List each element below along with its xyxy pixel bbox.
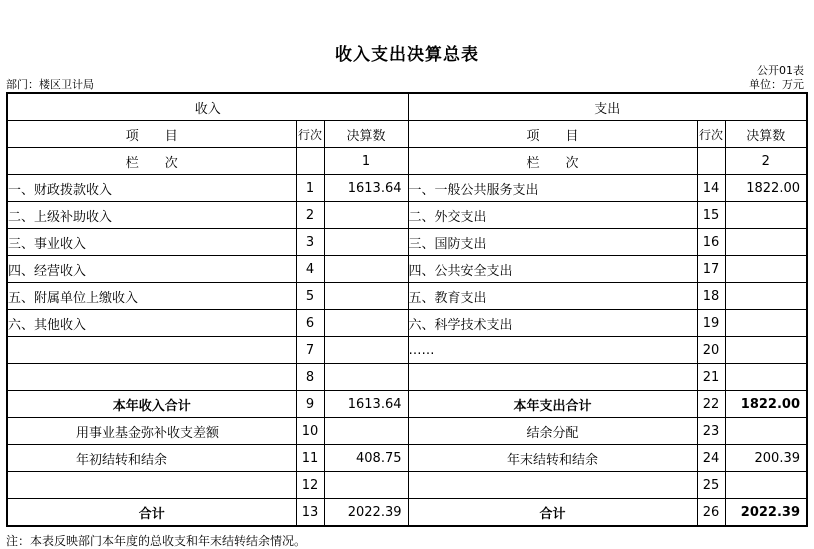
form-number: 公开01表 xyxy=(757,64,804,77)
table-row xyxy=(7,229,807,256)
income-amount xyxy=(324,283,408,310)
expense-section-header: 支出 xyxy=(408,93,807,121)
table-row xyxy=(7,256,807,283)
income-amount xyxy=(324,256,408,283)
expense-row-no: 15 xyxy=(697,202,725,229)
expense-amount xyxy=(725,337,807,364)
income-item xyxy=(7,364,296,391)
income-row-no: 1 xyxy=(296,175,324,202)
expense-amount-header: 决算数 xyxy=(725,121,807,148)
expense-item: 结余分配 xyxy=(408,418,697,445)
expense-item-header: 项 目 xyxy=(408,121,697,148)
expense-item: …… xyxy=(408,337,697,364)
table-row xyxy=(7,337,807,364)
expense-lanci-label: 栏 次 xyxy=(408,148,697,175)
income-item: 年初结转和结余 xyxy=(7,445,296,472)
income-row-no: 12 xyxy=(296,472,324,499)
expense-row-no: 25 xyxy=(697,472,725,499)
income-row-no: 8 xyxy=(296,364,324,391)
budget-summary-table xyxy=(6,92,808,527)
table-row xyxy=(7,310,807,337)
expense-row-no: 24 xyxy=(697,445,725,472)
fund-row xyxy=(7,418,807,445)
expense-amount xyxy=(725,364,807,391)
income-item-header: 项 目 xyxy=(7,121,296,148)
income-amount xyxy=(324,418,408,445)
expense-amount xyxy=(725,418,807,445)
income-row-no: 7 xyxy=(296,337,324,364)
expense-item: 三、国防支出 xyxy=(408,229,697,256)
department-label: 部门：楼区卫计局 xyxy=(6,78,94,91)
expense-item: 一、一般公共服务支出 xyxy=(408,175,697,202)
column-index-row xyxy=(7,148,807,175)
income-item xyxy=(7,472,296,499)
expense-row-no: 17 xyxy=(697,256,725,283)
income-amount xyxy=(324,364,408,391)
expense-item xyxy=(408,472,697,499)
expense-item: 六、科学技术支出 xyxy=(408,310,697,337)
income-row-no: 13 xyxy=(296,499,324,527)
table-row xyxy=(7,364,807,391)
income-item: 二、上级补助收入 xyxy=(7,202,296,229)
column-header-row xyxy=(7,121,807,148)
income-row-no: 5 xyxy=(296,283,324,310)
section-header-row xyxy=(7,93,807,121)
expense-row-no: 16 xyxy=(697,229,725,256)
table-row xyxy=(7,175,807,202)
unit-label: 单位：万元 xyxy=(749,78,804,91)
income-row-no: 11 xyxy=(296,445,324,472)
grand-total-row xyxy=(7,499,807,527)
income-amount xyxy=(324,202,408,229)
income-item: 五、附属单位上缴收入 xyxy=(7,283,296,310)
expense-row-no: 23 xyxy=(697,418,725,445)
expense-amount xyxy=(725,202,807,229)
page-title: 收入支出决算总表 xyxy=(335,45,479,65)
expense-amount: 1822.00 xyxy=(725,175,807,202)
carryover-row xyxy=(7,445,807,472)
expense-item: 年末结转和结余 xyxy=(408,445,697,472)
income-item: 三、事业收入 xyxy=(7,229,296,256)
income-amount: 1613.64 xyxy=(324,391,408,418)
expense-item: 本年支出合计 xyxy=(408,391,697,418)
income-row-no: 6 xyxy=(296,310,324,337)
expense-amount: 2022.39 xyxy=(725,499,807,527)
income-row-no: 2 xyxy=(296,202,324,229)
income-amount: 408.75 xyxy=(324,445,408,472)
expense-row-no: 14 xyxy=(697,175,725,202)
income-col-index: 1 xyxy=(324,148,408,175)
income-amount xyxy=(324,337,408,364)
income-amount: 1613.64 xyxy=(324,175,408,202)
expense-amount xyxy=(725,283,807,310)
expense-col-index: 2 xyxy=(725,148,807,175)
table-row xyxy=(7,283,807,310)
income-item: 四、经营收入 xyxy=(7,256,296,283)
income-amount xyxy=(324,472,408,499)
table-note: 注：本表反映部门本年度的总收支和年末结转结余情况。 xyxy=(6,534,307,548)
expense-amount xyxy=(725,229,807,256)
income-row-no: 9 xyxy=(296,391,324,418)
expense-item: 五、教育支出 xyxy=(408,283,697,310)
table-row xyxy=(7,472,807,499)
income-row-no: 3 xyxy=(296,229,324,256)
expense-amount: 1822.00 xyxy=(725,391,807,418)
income-item: 合计 xyxy=(7,499,296,527)
empty-cell xyxy=(296,148,324,175)
income-amount-header: 决算数 xyxy=(324,121,408,148)
expense-row-no: 20 xyxy=(697,337,725,364)
income-item: 用事业基金弥补收支差额 xyxy=(7,418,296,445)
income-item: 本年收入合计 xyxy=(7,391,296,418)
income-row-no: 10 xyxy=(296,418,324,445)
expense-row-no: 18 xyxy=(697,283,725,310)
expense-item: 合计 xyxy=(408,499,697,527)
expense-row-no: 22 xyxy=(697,391,725,418)
income-amount xyxy=(324,310,408,337)
expense-item: 二、外交支出 xyxy=(408,202,697,229)
expense-row-no: 21 xyxy=(697,364,725,391)
expense-row-no: 26 xyxy=(697,499,725,527)
empty-cell xyxy=(697,148,725,175)
expense-item xyxy=(408,364,697,391)
income-lanci-label: 栏 次 xyxy=(7,148,296,175)
income-item: 一、财政拨款收入 xyxy=(7,175,296,202)
expense-amount: 200.39 xyxy=(725,445,807,472)
expense-amount xyxy=(725,256,807,283)
expense-row-no: 19 xyxy=(697,310,725,337)
income-amount: 2022.39 xyxy=(324,499,408,527)
expense-amount xyxy=(725,472,807,499)
income-row-no-header: 行次 xyxy=(296,121,324,148)
income-amount xyxy=(324,229,408,256)
expense-amount xyxy=(725,310,807,337)
income-item: 六、其他收入 xyxy=(7,310,296,337)
year-total-row xyxy=(7,391,807,418)
expense-row-no-header: 行次 xyxy=(697,121,725,148)
income-item xyxy=(7,337,296,364)
table-row xyxy=(7,202,807,229)
income-section-header: 收入 xyxy=(7,93,408,121)
expense-item: 四、公共安全支出 xyxy=(408,256,697,283)
income-row-no: 4 xyxy=(296,256,324,283)
